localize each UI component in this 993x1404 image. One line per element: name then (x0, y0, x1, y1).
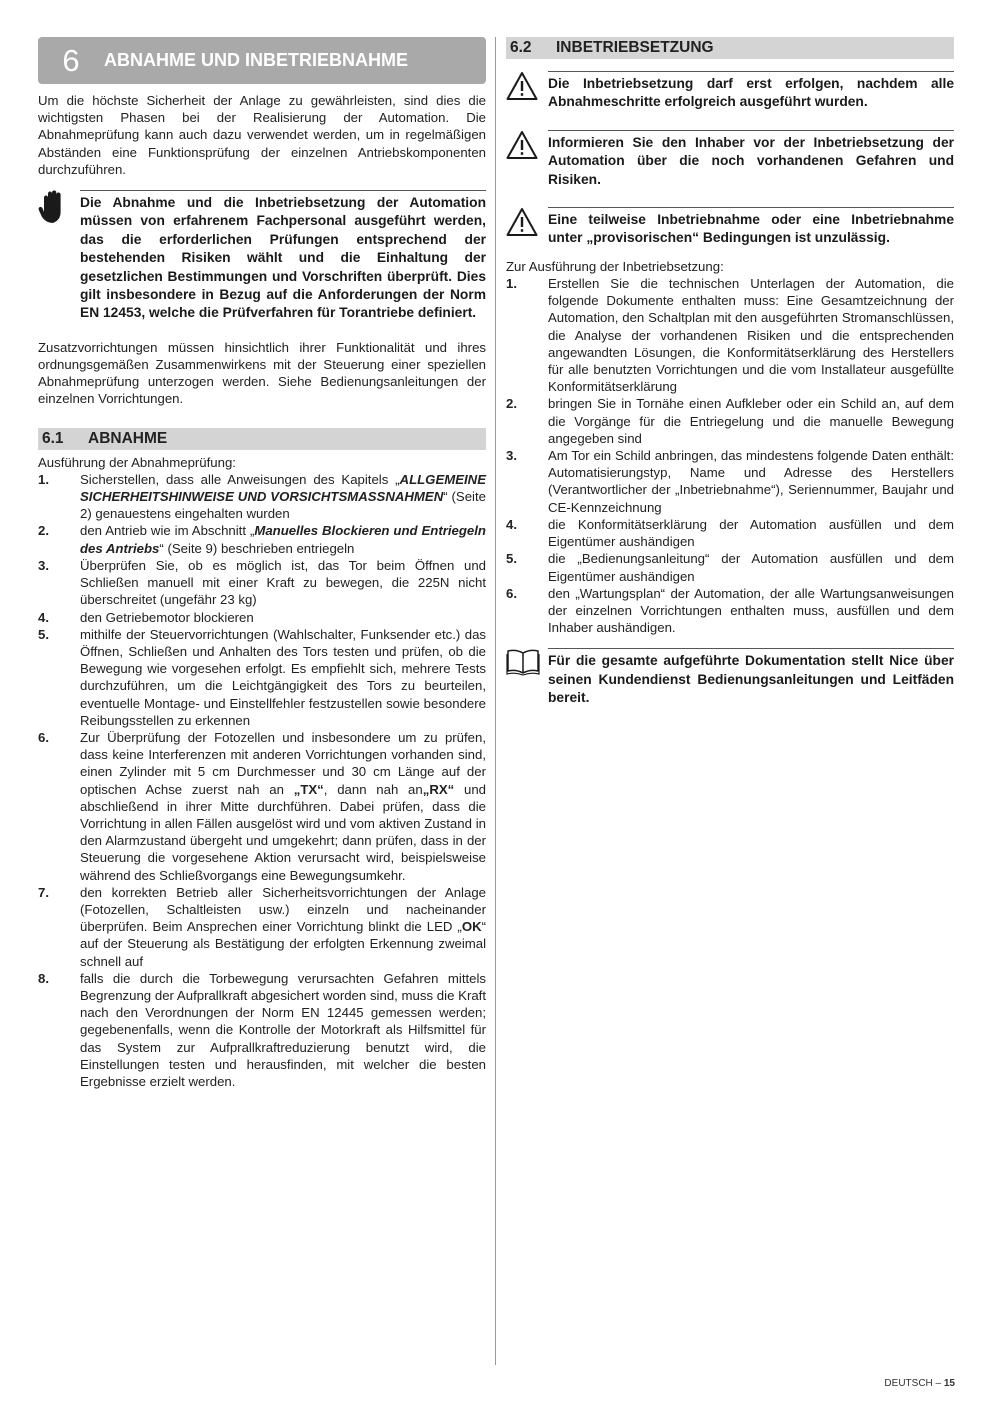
section-6-1-header (38, 428, 486, 450)
section-6-2-lead: Zur Ausführung der Inbetriebsetzung: (506, 258, 724, 274)
list-item: 8. falls die durch die Torbewegung verursachten Gefahren mittels Begrenzung der Aufprallkraft abgesichert worden sind, muss die Kraft nach den Verordnungen der Norm EN 12445 gemessen werden; gegebenenfalls, wenn die Kontrolle der Motorkraft als Hilfsmittel für das System zur Aufprallkraftreduzierung benutzt wird, die Einstellungen testen und herausfinden, mit welcher die besten Ergebnisse erzielt werden. (38, 970, 486, 1089)
warning-text: Die Inbetriebsetzung darf erst erfolgen, nachdem alle Abnahmeschritte erfolgreich ausgeführt wurden. (548, 76, 954, 110)
chapter-title: ABNAHME UND INBETRIEBNAHME (104, 50, 408, 70)
warning-text: Informieren Sie den Inhaber vor der Inbetriebsetzung der Automation über die noch vorhandenen Gefahren und Risiken. (548, 134, 954, 187)
chapter-header (38, 37, 486, 84)
chapter-intro: Um die höchste Sicherheit der Anlage zu gewährleisten, sind dies die wichtigsten Phasen bei der Realisierung der Automation. Die Abnahmeprüfung kann auch dazu verwendet werden, um in regelmäßigen Abständen eine Funktionsprüfung der einzelnen Antriebskomponenten durchzuführen. (38, 93, 486, 177)
page-number: 15 (943, 1378, 955, 1389)
list-item: 3. Überprüfen Sie, ob es möglich ist, das Tor beim Öffnen und Schließen manuell mit einer Kraft zu bewegen, die 225N nicht überschreitet (ungefähr 23 kg) (38, 557, 486, 608)
list-item: 3. Am Tor ein Schild anbringen, das mindestens folgende Daten enthält: Automatisierungstyp, Name und Adresse des Herstellers (Verantwortlicher der „Inbetriebnahme“), Seriennummer, Baujahr und CE-Kennzeichnung (506, 448, 954, 515)
warning-triangle-icon (506, 71, 548, 112)
warning-note (506, 130, 954, 189)
list-item: 4. die Konformitätserklärung der Automation ausfüllen und dem Eigentümer aushändigen (506, 516, 954, 550)
footer-language: DEUTSCH – (884, 1378, 944, 1389)
warning-note (38, 190, 486, 323)
list-item: 2. bringen Sie in Tornähe einen Aufkleber oder ein Schild an, auf dem die Vorgänge für die Entriegelung und die manuelle Bewegung angegeben sind (506, 396, 954, 446)
warning-text: Die Abnahme und die Inbetriebsetzung der Automation müssen von erfahrenem Fachpersonal ausgeführt werden, das die erforderlichen Prüfungen entsprechend der bestehenden Risiken wählt und die Einhaltung der gesetzlichen Bestimmungen und Vorschriften überprüft. Dies gilt insbesondere in Bezug auf die Anforderungen der Norm EN 12453, welche die Prüfverfahren für Torantriebe definiert. (80, 195, 486, 321)
list-item: 4. den Getriebemotor blockieren (38, 609, 254, 625)
column-divider (495, 37, 496, 1365)
stop-hand-icon (38, 190, 80, 323)
info-note (506, 648, 954, 707)
list-item: 5. mithilfe der Steuervorrichtungen (Wahlschalter, Funksender etc.) das Öffnen, Schließen und Anhalten des Tors testen und prüfen, ob die Bewegung wie vorgesehen erfolgt. Es empfiehlt sich, mehrere Tests durchzuführen, um die Leichtgängigkeit des Tors zu beurteilen, eventuelle Montage- und Einstellfehler festzustellen sowie besondere Reibungsstellen zu erkennen (38, 626, 486, 728)
abnahme-steps (38, 471, 486, 1090)
warning-text: Eine teilweise Inbetriebnahme oder eine Inbetriebnahme unter „provisorischen“ Bedingungen ist unzulässig. (548, 212, 954, 246)
accessories-text: Zusatzvorrichtungen müssen hinsichtlich ihrer Funktionalität und ihres ordnungsgemäßen Zusammenwirkens mit der Steuerung einer speziellen Abnahmeprüfung unterzogen werden. Siehe Bedienungsanleitungen der einzelnen Vorrichtungen. (38, 339, 486, 407)
list-item: 6. den „Wartungsplan“ der Automation, der alle Wartungsanweisungen der einzelnen Vorrichtungen enthalten muss, ausfüllen und dem Inhaber aushändigen. (506, 585, 954, 636)
left-column (38, 37, 486, 1090)
section-6-1-lead: Ausführung der Abnahmeprüfung: (38, 454, 236, 470)
list-item: 1. Erstellen Sie die technischen Unterlagen der Automation, die folgende Dokumente enthalten muss: Eine Gesamtzeichnung der Automation, den Schaltplan mit den ausgeführten Stromanschlüssen, die Analyse der vorhandenen Risiken und die entsprechenden angewandten Lösungen, die Konformitätserklärung des Herstellers für alle benutzten Vorrichtungen und die vom Installateur ausgefüllte Konformitätserklärung (506, 276, 954, 395)
info-text: Für die gesamte aufgeführte Dokumentation stellt Nice über seinen Kundendienst Bedienungsanleitungen und Leitfäden bereit. (548, 653, 954, 706)
warning-note (506, 207, 954, 248)
section-title: ABNAHME (88, 429, 168, 447)
list-item: 5. die „Bedienungsanleitung“ der Automation ausfüllen und dem Eigentümer aushändigen (506, 551, 954, 584)
warning-triangle-icon (506, 130, 548, 189)
chapter-number: 6 (62, 42, 80, 78)
list-item: 7. den korrekten Betrieb aller Sicherheitsvorrichtungen der Anlage (Fotozellen, Schaltleisten usw.) einzeln und nacheinander überprüfen. Beim Ansprechen einer Vorrichtung blinkt die LED „OK“ auf der Steuerung als Bestätigung der erfolgten Erkennung zweimal schnell auf (38, 884, 486, 969)
section-number: 6.2 (510, 39, 532, 56)
section-title: INBETRIEBSETZUNG (556, 39, 714, 56)
right-column (506, 37, 954, 708)
page-footer (884, 1378, 955, 1389)
list-item: 6. Zur Überprüfung der Fotozellen und insbesondere um zu prüfen, dass keine Interferenzen mit anderen Vorrichtungen vorhanden sind, einen Zylinder mit 5 cm Durchmesser und 30 cm Länge auf der optischen Achse zuerst nah an „TX“, dann nah an„RX“ und abschließend in ihrer Mitte durchführen. Dabei prüfen, dass die Vorrichtung in allen Fällen ausgelöst wird und vom aktiven Zustand in den Alarmzustand übergeht und umgekehrt; dann prüfen, dass in der Steuerung die vorgesehene Aktion verursacht wird, beispielsweise während des Schließvorgangs eine Bewegungsumkehr. (38, 729, 486, 883)
warning-triangle-icon (506, 207, 548, 248)
inbetriebsetzung-steps (506, 275, 954, 636)
list-item: 2. den Antrieb wie im Abschnitt „Manuelles Blockieren und Entriegeln des Antriebs“ (Seite 9) beschrieben entriegeln (38, 523, 486, 556)
open-book-icon (506, 648, 548, 707)
warning-note (506, 71, 954, 112)
section-number: 6.1 (42, 429, 64, 447)
list-item: 1. Sicherstellen, dass alle Anweisungen des Kapitels „ALLGEMEINE SICHERHEITSHINWEISE UND VORSICHTSMASSNAHMEN“ (Seite 2) genauestens eingehalten wurden (38, 471, 486, 522)
section-6-2-header (506, 37, 954, 59)
